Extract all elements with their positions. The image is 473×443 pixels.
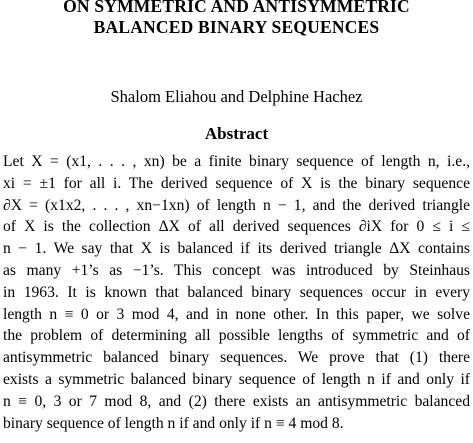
- abstract-line: n − 1. We say that X is balanced if its derived triangle ΔX contains: [3, 240, 470, 258]
- abstract-line: xi = ±1 for all i. The derived sequence of X is the binary sequence: [3, 174, 470, 192]
- abstract-line: n ≡ 0, 3 or 7 mod 8, and (2) there exists an antisymmetric balanced: [3, 392, 470, 410]
- abstract-line: ∂X = (x1x2, . . . , xn−1xn) of length n − 1, and the derived triangle: [3, 196, 470, 214]
- abstract-line: antisymmetric balanced binary sequences. We prove that (1) there: [3, 349, 470, 367]
- abstract-line: Let X = (x1, . . . , xn) be a finite binary sequence of length n, i.e.,: [3, 153, 470, 170]
- paper-authors: Shalom Eliahou and Delphine Hachez: [110, 87, 363, 106]
- paper-title-line-1: ON SYMMETRIC AND ANTISYMMETRIC: [63, 0, 410, 16]
- paper-title-line-2: BALANCED BINARY SEQUENCES: [93, 17, 380, 37]
- abstract-line: of X is the collection ΔX of all derived sequences ∂iX for 0 ≤ i ≤: [3, 218, 470, 236]
- abstract-line: binary sequence of length n if and only if n ≡ 4 mod 8.: [3, 414, 344, 432]
- abstract-line: the problem of determining all possible lengths of symmetric and of: [3, 327, 470, 345]
- abstract-line: length n ≡ 0 or 3 mod 4, and in none other. In this paper, we solve: [3, 305, 470, 323]
- abstract-heading: Abstract: [204, 124, 269, 143]
- abstract-line: in 1963. It is known that balanced binary sequences occur in every: [3, 283, 470, 301]
- abstract-line: exists a symmetric balanced binary sequence of length n if and only if: [3, 370, 470, 388]
- abstract-line: as many +1’s as −1’s. This concept was introduced by Steinhaus: [3, 261, 470, 279]
- abstract-body: [3, 151, 470, 434]
